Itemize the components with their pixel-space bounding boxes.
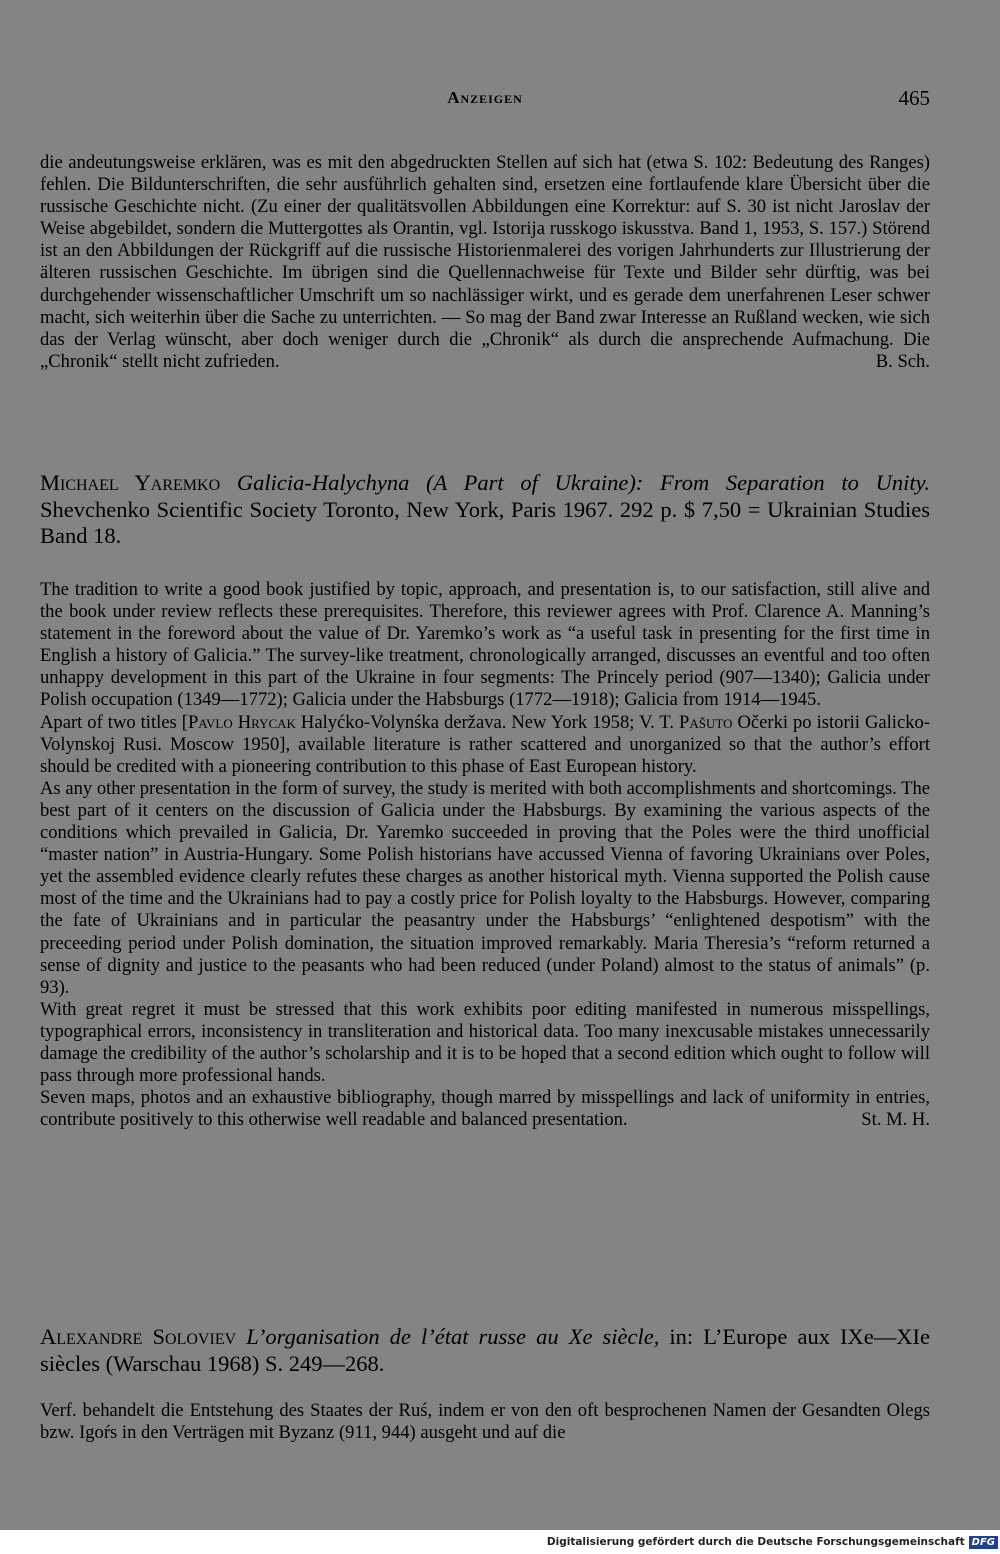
review-paragraph: Seven maps, photos and an exhaustive bibliography, though marred by misspellings and lack of uniformity in entries, contribute positively to this otherwise well readable and balanced presentation. St. M. H. [40, 1087, 930, 1131]
dfg-logo: DFG [969, 1536, 998, 1549]
reviewer-signature: St. M. H. [861, 1109, 930, 1131]
work-title: L’organisation de l’état russe au Xe siècle, [246, 1324, 660, 1349]
work-title: Galicia-Halychyna (A Part of Ukraine): From Separation to Unity. [236, 470, 930, 495]
author-name: Michael Yaremko [40, 470, 221, 495]
review-citation [40, 1324, 930, 1377]
review-citation [40, 470, 930, 550]
review-paragraph: With great regret it must be stressed that this work exhibits poor editing manifested in numerous misspellings, typographical errors, inconsistency in transliteration and historical data. Too many inexcusable mistakes unnecessarily damage the credibility of the author’s scholarship and it is to be hoped that a second edition which ought to follow will pass through more professional hands. [40, 998, 930, 1087]
review-heading-yaremko [40, 470, 930, 550]
review-body-yaremko [40, 579, 930, 1131]
review-paragraph: As any other presentation in the form of survey, the study is merited with both accomplishments and shortcomings. The best part of it centers on the discussion of Galicia under the Habsburgs. By examining the various aspects of the conditions which prevailed in Galicia, Dr. Yaremko succeeded in proving that the Poles were the third unofficial “master nation” in Austria-Hungary. Some Polish historians have accussed Vienna of favoring Ukrainians over Poles, yet the assembled evidence clearly refutes these charges as another historical myth. Vienna supported the Polish cause most of the time and the Ukrainians had to pay a costly price for Polish loyalty to the Habsburgs. However, comparing the fate of Ukrainians and in particular the peasantry under the Habsburgs’ “enlightened despotism” with the preceeding period under Polish domination, the situation improved remarkably. Maria Theresia’s “reform returned a sense of dignity and justice to the peasants who had been reduced (under Poland) almost to the status of animals” (p. 93). [40, 777, 930, 998]
author-name: Alexandre Soloviev [40, 1324, 237, 1349]
review-body-soloviev [40, 1400, 930, 1444]
page-number: 465 [898, 86, 930, 110]
previous-review-end [40, 152, 930, 373]
publication-info: in: L’Europe aux IXe—XIe siècles (Warschau 1968) S. 249—268. [40, 1324, 931, 1376]
review-paragraph: Apart of two titles [Pavlo Hrycak Halyćko-Volynśka deržava. New York 1958; V. T. Pašuto Očerki po istorii Galicko-Volynskoj Rusi. Moscow 1950], available literature is rather scattered and unorganized so that the author’s effort should be credited with a pioneering contribution to this phase of East European history. [40, 711, 930, 777]
previous-review-text: die andeutungsweise erklären, was es mit den abgedruckten Stellen auf sich hat (etwa S. 102: Bedeutung des Ranges) fehlen. Die Bildunterschriften, die sehr ausführlich gehalten sind, ersetzen eine fortlaufende klare Übersicht über die russische Geschichte nicht. (Zu einer der qualitätsvollen Abbildungen eine Korrektur: auf S. 30 ist nicht Jaroslav der Weise abgebildet, sondern die Muttergottes als Orantin, vgl. Istorija russkogo iskusstva. Band 1, 1953, S. 157.) Störend ist an den Abbildungen der Rückgriff auf die russische Historienmalerei des vorigen Jahrhunderts zur Illustrierung der älteren russischen Geschichte. Im übrigen sind die Quellennachweise für Texte und Bilder sehr dürftig, was bei durchgehender wissenschaftlicher Umschrift um so nachlässiger wirkt, und es gerade dem unerfahrenen Leser schwer macht, sich weiterhin über die Sache zu unterrichten. — So mag der Band zwar Interesse an Rußland wecken, wie sich das der Verlag wünscht, aber doch weniger durch die „Chronik“ als durch die ansprechende Aufmachung. Die „Chronik“ stellt nicht zufrieden. B. Sch. [40, 152, 930, 372]
publication-info: Shevchenko Scientific Society Toronto, New York, Paris 1967. 292 p. $ 7,50 = Ukrainian Studies Band 18. [40, 496, 930, 548]
page-header [40, 88, 930, 118]
running-head: Anzeigen [447, 88, 523, 107]
review-paragraph: The tradition to write a good book justified by topic, approach, and presentation is, to our satisfaction, still alive and the book under review reflects these prerequisites. Therefore, this reviewer agrees with Prof. Clarence A. Manning’s statement in the foreword about the value of Dr. Yaremko’s work as “a useful task in presenting for the first time in English a history of Galicia.” The survey-like treatment, chronologically arranged, discusses an eventful and too often unhappy development in this part of the Ukraine in four segments: The Princely period (907—1340); Galicia under Polish occupation (1349—1772); Galicia under the Habsburgs (1772—1918); Galicia from 1914—1945. [40, 579, 930, 711]
review-paragraph: Verf. behandelt die Entstehung des Staates der Ruś, indem er von den oft besprochenen Namen der Gesandten Olegs bzw. Igoŕs in den Verträgen mit Byzanz (911, 944) ausgeht und auf die [40, 1400, 930, 1444]
reviewer-signature: B. Sch. [875, 350, 930, 372]
digitization-credit [547, 1534, 998, 1550]
credit-text: Digitalisierung gefördert durch die Deutsche Forschungsgemeinschaft [546, 1536, 965, 1548]
review-heading-soloviev [40, 1324, 930, 1377]
